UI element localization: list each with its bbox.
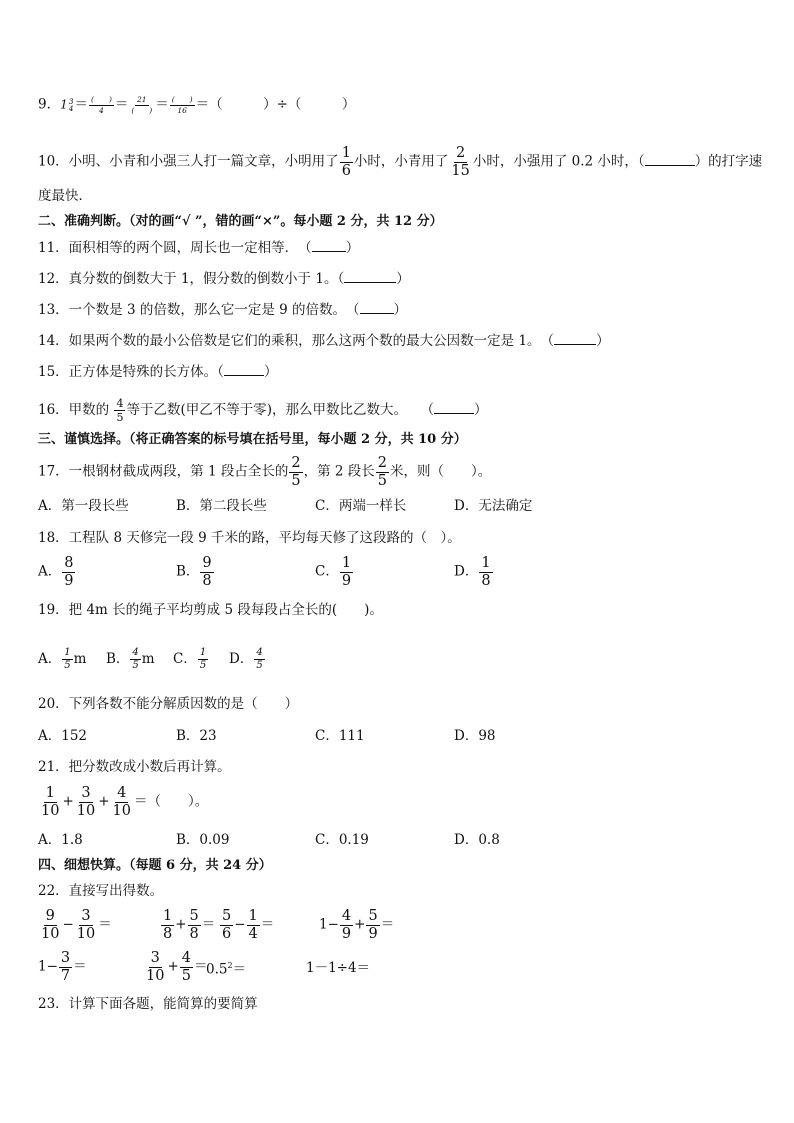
question-11: 11．面积相等的两个圆，周长也一定相等． （ ） [38, 240, 360, 256]
fraction: $\frac{1}{8}$ [481, 555, 491, 589]
question-14: 14．如果两个数的最小公倍数是它们的乘积，那么这两个数的最大公因数一定是 1。 （ ） [38, 333, 610, 349]
calc-item: 1－1÷4＝ [306, 960, 371, 976]
answer-blank[interactable] [434, 403, 474, 414]
fraction: 3 4 [68, 96, 74, 113]
option-b[interactable]: B．23 [176, 728, 217, 744]
option-c[interactable]: C．111 [315, 728, 365, 744]
answer-blank[interactable] [360, 303, 394, 314]
fraction: $\frac{2}{15}$ [451, 145, 470, 179]
fraction: $\frac{1}{10}$ [41, 785, 60, 819]
question-10-cont: 度最快． [38, 188, 92, 204]
calc-item: 1− $\frac{3}{7}$ ＝ [38, 950, 87, 984]
calc-item: $\frac{9}{10}$ − $\frac{3}{10}$ ＝ [41, 908, 112, 942]
option-d[interactable]: D．98 [454, 728, 496, 744]
section-2-title: 二、准确判断。（对的画“√ ”，错的画“×”。每小题 2 分，共 12 分） [38, 214, 443, 229]
fraction: $\frac{1}{5}$ [199, 647, 207, 671]
question-15: 15．正方体是特殊的长方体。（ ） [38, 364, 278, 380]
question-16: 16．甲数的 $\frac{4}{5}$ 等于乙数(甲乙不等于零)，那么甲数比乙数大。 （ ） [38, 397, 488, 424]
option-a[interactable]: A．1.8 [38, 832, 83, 848]
answer-blank[interactable]: ＝（ ）。 [133, 793, 209, 810]
question-12: 12．真分数的倒数大于 1，假分数的倒数小于 1。（ ） [38, 271, 410, 287]
fraction: $\frac{1}{5}$ [64, 647, 71, 671]
question-21-expression: $\frac{1}{10}$ + $\frac{3}{10}$ + $\frac{4}{10}$ ＝（ ）。 [41, 785, 209, 819]
calc-item: $\frac{3}{10}$ + $\frac{4}{5}$ ＝ [146, 950, 208, 984]
option-c[interactable]: C． $\frac{1}{5}$ [173, 647, 207, 671]
answer-blank[interactable] [554, 334, 596, 345]
option-a[interactable]: A．152 [38, 728, 88, 744]
answer-blank[interactable] [312, 241, 346, 252]
question-18: 18．工程队 8 天修完一段 9 千米的路，平均每天修了这段路的（ ）。 [38, 530, 461, 546]
option-a[interactable]: A． $\frac{1}{5}$ m [38, 647, 87, 671]
fraction: $\frac{4}{10}$ [112, 785, 131, 819]
option-d[interactable]: D．0.8 [454, 832, 500, 848]
question-17: 17．一根钢材截成两段，第 1 段占全长的 $\frac{2}{5}$ ，第 2 段长 $\frac{2}{5}$ 米，则（ ）。 [38, 455, 492, 489]
fraction: $\frac{4}{5}$ [116, 397, 124, 424]
fraction-blank[interactable]: $\frac{( )}{16}$ [171, 95, 193, 115]
calc-item: $\frac{5}{6}$ − $\frac{1}{4}$ ＝ [222, 908, 275, 942]
option-c[interactable]: C．0.19 [315, 832, 369, 848]
fraction: $\frac{4}{5}$ [132, 647, 139, 671]
calc-item: 1− $\frac{4}{9}$ + $\frac{5}{9}$ ＝ [319, 908, 395, 942]
calc-item: $0.5^2=$ [206, 961, 247, 978]
option-a[interactable]: A．第一段长些 [38, 498, 129, 514]
fraction: $\frac{1}{9}$ [341, 555, 352, 589]
question-22: 22．直接写出得数。 [38, 883, 164, 899]
option-d[interactable]: D． $\frac{4}{5}$ [229, 647, 263, 671]
question-9: 9．1 3 4 ＝ $\frac{( )}{4}$ ＝ $\frac{21}{( )}$ ＝ $\frac{( )}{16}$ ＝（ ）÷（ ） [38, 95, 356, 115]
option-a[interactable]: A． $\frac{8}{9}$ [38, 555, 74, 589]
fraction: $\frac{9}{8}$ [202, 555, 212, 589]
section-3-title: 三、谨慎选择。（将正确答案的标号填在括号里，每小题 2 分，共 10 分） [38, 432, 467, 447]
answer-blank[interactable] [344, 272, 396, 283]
fraction-blank[interactable]: $\frac{21}{( )}$ [131, 95, 153, 115]
question-23: 23．计算下面各题，能简算的要简算 [38, 996, 258, 1012]
option-c[interactable]: C． $\frac{1}{9}$ [315, 555, 352, 589]
fraction: $\frac{2}{5}$ [291, 455, 301, 489]
fraction: $\frac{4}{5}$ [256, 647, 263, 671]
option-d[interactable]: D． $\frac{1}{8}$ [454, 555, 491, 589]
question-21: 21．把分数改成小数后再计算。 [38, 759, 231, 775]
question-13: 13．一个数是 3 的倍数，那么它一定是 9 的倍数。 （ ） [38, 302, 408, 318]
section-4-title: 四、细想快算。（每题 6 分，共 24 分） [38, 858, 272, 873]
fraction: $\frac{1}{6}$ [341, 145, 351, 179]
option-d[interactable]: D．无法确定 [454, 498, 533, 514]
fraction: $\frac{3}{10}$ [76, 785, 96, 819]
question-10: 10．小明、小青和小强三人打一篇文章，小明用了 $\frac{1}{6}$ 小时，小青用了 $\frac{2}{15}$ 小时，小强用了 0.2 小时，（ ）的打字速 [38, 145, 763, 179]
answer-blank[interactable] [224, 365, 264, 376]
option-b[interactable]: B． $\frac{9}{8}$ [176, 555, 212, 589]
question-19: 19．把 4m 长的绳子平均剪成 5 段每段占全长的( )。 [38, 602, 383, 618]
answer-blank[interactable] [645, 155, 695, 166]
fraction-blank[interactable]: $\frac{( )}{4}$ [91, 95, 112, 115]
fraction: $\frac{2}{5}$ [377, 455, 387, 489]
option-b[interactable]: B．0.09 [176, 832, 230, 848]
option-b[interactable]: B．第二段长些 [176, 498, 267, 514]
option-b[interactable]: B． $\frac{4}{5}$ m [106, 647, 155, 671]
fraction: $\frac{8}{9}$ [64, 555, 74, 589]
answer-blank[interactable]: ＝（ ）÷（ ） [195, 96, 356, 113]
option-c[interactable]: C．两端一样长 [315, 498, 407, 514]
question-20: 20．下列各数不能分解质因数的是（ ） [38, 696, 299, 712]
calc-item: $\frac{1}{8}$ + $\frac{5}{8}$ ＝ [163, 908, 216, 942]
